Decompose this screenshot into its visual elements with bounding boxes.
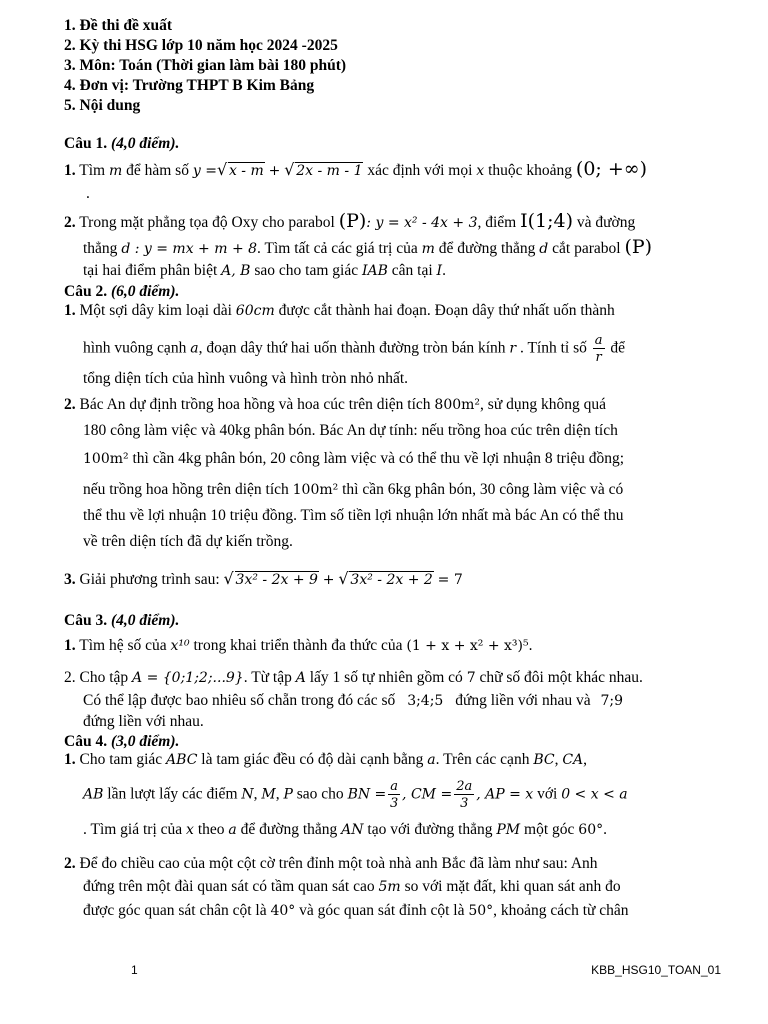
question-1-part-1: 1. Tìm m để hàm số y =√ x - m + √ 2x - m - 1 xác định với mọi x thuộc khoảng (0; +∞) <box>64 158 647 180</box>
question-1-heading: Câu 1. (4,0 điểm). <box>64 135 180 152</box>
question-3-part-2-line-2: Có thể lập được bao nhiêu số chẵn trong đó các số 3;4;5 đứng liền với nhau và 7;9 <box>83 692 624 709</box>
header-line-3: 3. Môn: Toán (Thời gian làm bài 180 phút) <box>64 57 347 74</box>
question-2-part-2-line-6: về trên diện tích đã dự kiến trồng. <box>83 533 293 550</box>
question-3-part-1: 1. Tìm hệ số của x¹⁰ trong khai triển thành đa thức của (1 + x + x² + x³)⁵. <box>64 637 533 654</box>
question-4-part-1-line-3: . Tìm giá trị của x theo a để đường thẳng AN tạo với đường thẳng PM một góc 60°. <box>83 821 607 838</box>
header-line-1: 1. Đề thi đề xuất <box>64 17 173 34</box>
question-1-part-2-line-2: thẳng d : y = mx + m + 8. Tìm tất cả các giá trị của m để đường thẳng d cắt parabol (P) <box>83 236 653 258</box>
question-1-part-1-dot: . <box>86 185 90 202</box>
question-2-part-2-line-5: thể thu về lợi nhuận 10 triệu đồng. Tìm số tiền lợi nhuận lớn nhất mà bác An có thể thu <box>83 507 624 524</box>
question-4-part-2-line-1: 2. Để đo chiều cao của một cột cờ trên đỉnh một toà nhà anh Bắc đã làm như sau: Anh <box>64 855 598 872</box>
question-1-part-2-line-1: 2. Trong mặt phẳng tọa độ Oxy cho parabol (P): y = x² - 4x + 3, điểm I(1;4) và đường <box>64 210 636 232</box>
header-line-5: 5. Nội dung <box>64 97 141 114</box>
sqrt-2: √ 2x - m - 1 <box>286 163 363 179</box>
question-2-part-3: 3. Giải phương trình sau: √ 3x² - 2x + 9 + √ 3x² - 2x + 2 = 7 <box>64 571 463 589</box>
sqrt-1: √ x - m <box>219 163 265 179</box>
question-2-part-1-line-1: 1. Một sợi dây kim loại dài 60cm được cắt thành hai đoạn. Đoạn dây thứ nhất uốn thành <box>64 302 615 319</box>
fraction-2a-over-3: $\frac{2a}{3}$ <box>456 779 473 811</box>
question-2-part-2-line-4: nếu trồng hoa hồng trên diện tích 100m² thì cần 6kg phân bón, 30 công làm việc và có <box>83 481 624 498</box>
page-number: 1 <box>131 963 138 977</box>
question-4-part-2-line-2: đứng trên một đài quan sát có tầm quan sát cao 5m so với mặt đất, khi quan sát anh đo <box>83 878 621 895</box>
question-3-part-2-line-1: 2. Cho tập A = {0;1;2;...9}. Từ tập A lấy 1 số tự nhiên gồm có 7 chữ số đôi một khác nhau. <box>64 669 643 686</box>
question-4-heading: Câu 4. (3,0 điểm). <box>64 733 180 750</box>
question-2-heading: Câu 2. (6,0 điểm). <box>64 283 180 300</box>
fraction-a-over-r: $\frac{a}{r}$ <box>594 333 603 365</box>
question-2-part-1-line-3: tổng diện tích của hình vuông và hình tròn nhỏ nhất. <box>83 370 409 387</box>
header-line-2: 2. Kỳ thi HSG lớp 10 năm học 2024 -2025 <box>64 37 338 54</box>
question-4-part-1-line-1: 1. Cho tam giác ABC là tam giác đều có độ dài cạnh bằng a. Trên các cạnh BC, CA, <box>64 751 588 768</box>
document-code: KBB_HSG10_TOAN_01 <box>591 963 721 977</box>
header-line-4: 4. Đơn vị: Trường THPT B Kim Bảng <box>64 77 315 94</box>
question-1-part-2-line-3: tại hai điểm phân biệt A, B sao cho tam giác IAB cân tại I. <box>83 262 446 279</box>
question-2-part-2-line-3: 100m² thì cần 4kg phân bón, 20 công làm việc và có thể thu về lợi nhuận 8 triệu đồng; <box>83 450 625 467</box>
question-2-part-1-line-2: hình vuông cạnh a, đoạn dây thứ hai uốn thành đường tròn bán kính r . Tính tỉ số $\frac{a}{r}$ để <box>83 333 626 365</box>
fraction-a-over-3: $\frac{a}{3}$ <box>390 779 399 811</box>
question-3-heading: Câu 3. (4,0 điểm). <box>64 612 180 629</box>
question-2-part-2-line-1: 2. Bác An dự định trồng hoa hồng và hoa cúc trên diện tích 800m², sử dụng không quá <box>64 396 606 413</box>
question-4-part-1-line-2: AB lần lượt lấy các điểm N, M, P sao cho BN = $\frac{a}{3}$ , CM = $\frac{2a}{3}$ , AP = x với 0 < x < a <box>83 779 628 811</box>
sqrt-4: √ 3x² - 2x + 2 <box>340 572 433 588</box>
sqrt-3: √ 3x² - 2x + 9 <box>226 572 319 588</box>
question-2-part-2-line-2: 180 công làm việc và 40kg phân bón. Bác An dự tính: nếu trồng hoa cúc trên diện tích <box>83 422 618 439</box>
question-4-part-2-line-3: được góc quan sát chân cột là 40° và góc quan sát đỉnh cột là 50°, khoảng cách từ chân <box>83 902 629 919</box>
question-3-part-2-line-3: đứng liền với nhau. <box>83 713 204 730</box>
